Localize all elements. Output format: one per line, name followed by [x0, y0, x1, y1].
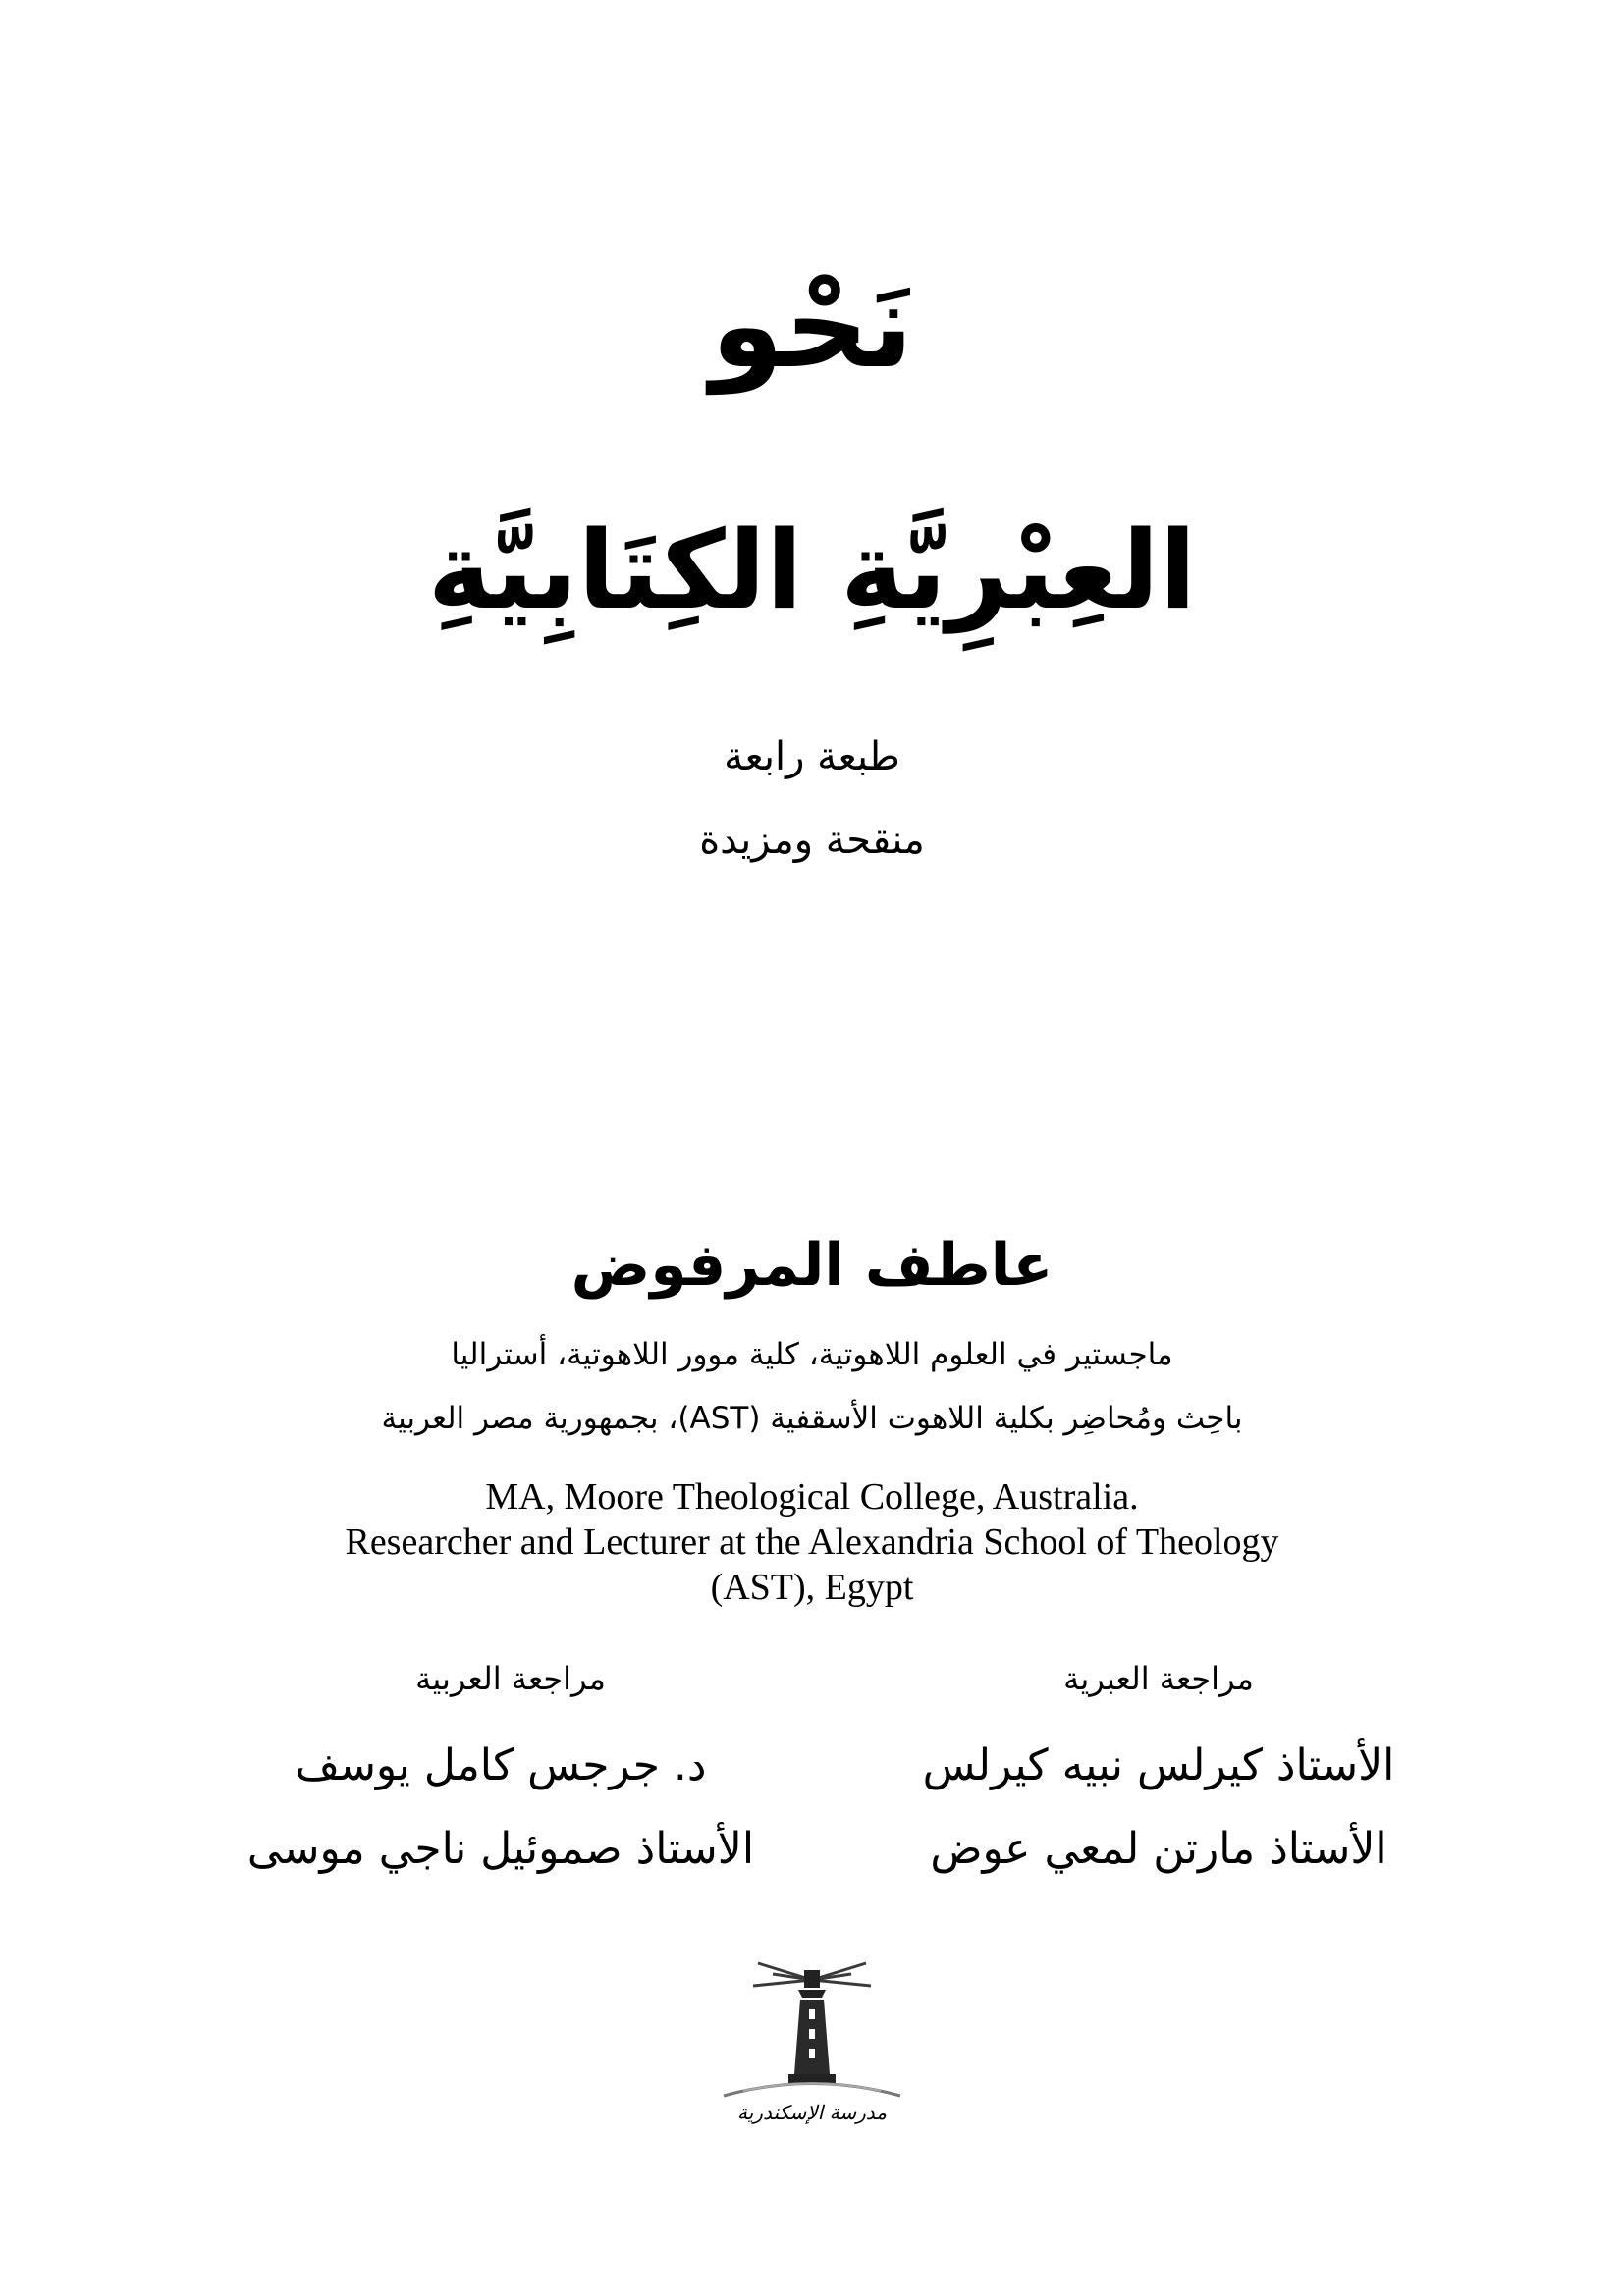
hebrew-reviewer-2: الأستاذ مارتن لمعي عوض [930, 1824, 1387, 1874]
hebrew-reviewer-1: الأستاذ كيرلس نبيه كيرلس [922, 1740, 1395, 1790]
book-title-line-2: العِبْرِيَّةِ الكِتَابِيَّةِ [427, 507, 1197, 633]
credential-en-line-2: Researcher and Lecturer at the Alexandria School of Theology [345, 1522, 1279, 1563]
arabic-review-heading: مراجعة العربية [415, 1660, 606, 1697]
arabic-reviewer-1: د. جرجس كامل يوسف [295, 1740, 707, 1790]
logo-caption: مدرسة الإسكندرية [737, 2101, 887, 2124]
author-name: عاطف المرفوض [570, 1231, 1054, 1300]
author-credentials-en [0, 1474, 1624, 1610]
author-credential-ar-2: باحِث ومُحاضِر بكلية اللاهوت الأسقفية (AST)، بجمهورية مصر العربية [381, 1401, 1243, 1436]
book-title-line-1: نَحْو [710, 258, 914, 395]
arabic-reviewer-2: الأستاذ صموئيل ناجي موسى [246, 1824, 755, 1874]
credential-en-line-1: MA, Moore Theological College, Australia. [485, 1476, 1139, 1518]
hebrew-review-heading: مراجعة العبرية [1063, 1660, 1254, 1697]
credential-en-line-3: (AST), Egypt [710, 1567, 914, 1608]
edition-note: منقحة ومزيدة [699, 818, 925, 863]
edition-label: طبعة رابعة [724, 734, 900, 779]
author-credential-ar-1: ماجستير في العلوم اللاهوتية، كلية موور اللاهوتية، أستراليا [451, 1337, 1173, 1372]
